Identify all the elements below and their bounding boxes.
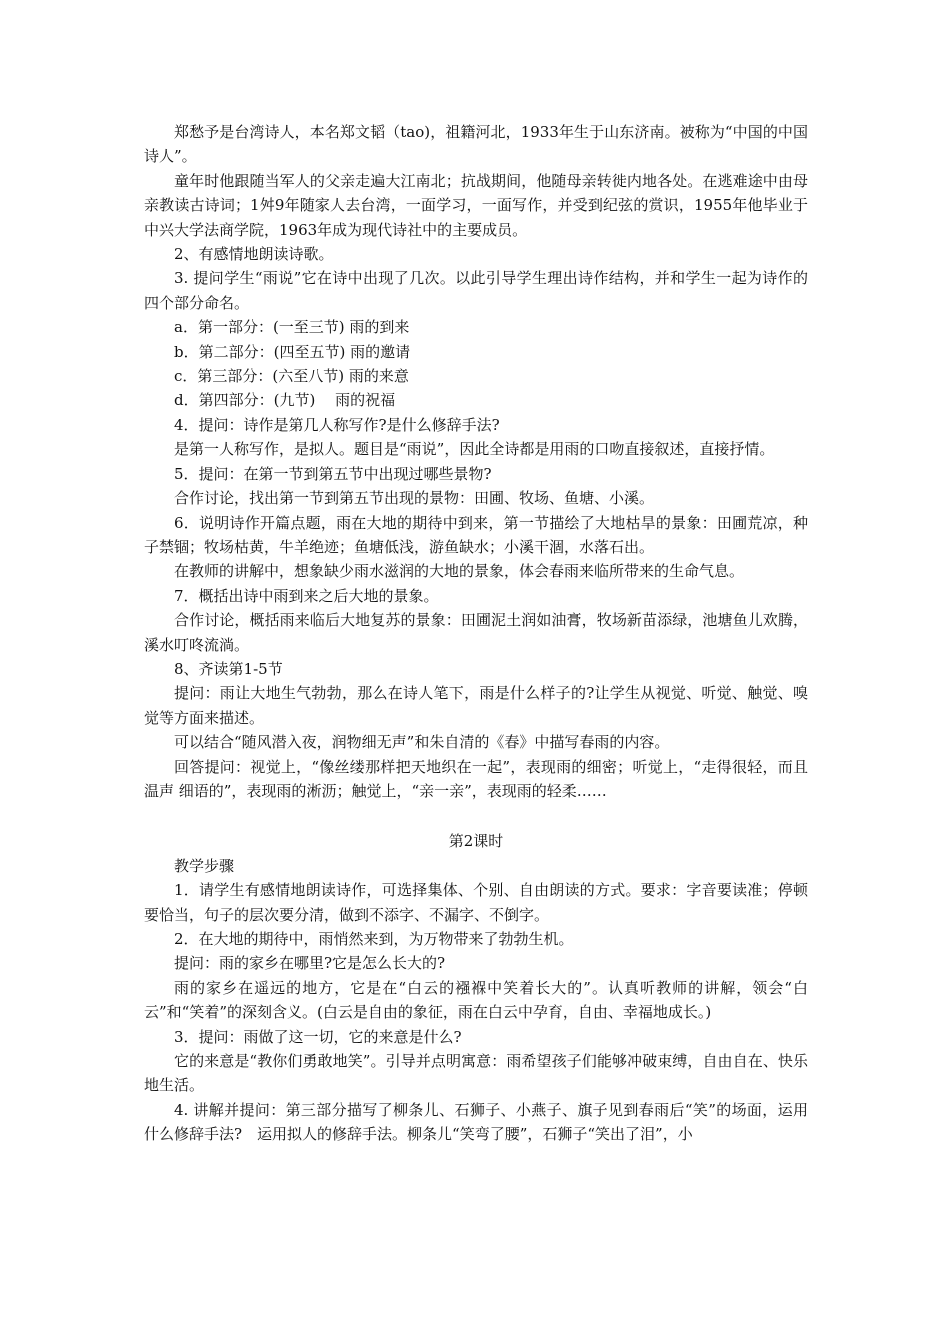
list-item: b．第二部分：(四至五节) 雨的邀请 [174, 342, 411, 361]
paragraph: 8、齐读第1-5节 [174, 659, 283, 678]
paragraph: 3. 提问学生“雨说”它在诗中出现了几次。以此引导学生理出诗作结构，并和学生一起为诗作的四个部分命名。 [144, 269, 808, 312]
paragraph: 2、有感情地朗读诗歌。 [174, 245, 334, 264]
paragraph: 提问：雨让大地生气勃勃，那么在诗人笔下，雨是什么样子的?让学生从视觉、听觉、触觉、嗅觉等方面来描述。 [144, 684, 808, 727]
paragraph: 它的来意是“教你们勇敢地笑”。引导并点明寓意：雨希望孩子们能够冲破束缚，自由自在、快乐地生活。 [144, 1052, 808, 1095]
paragraph: 是第一人称写作，是拟人。题目是“雨说”，因此全诗都是用雨的口吻直接叙述，直接抒情。 [174, 440, 775, 459]
list-item: c．第三部分：(六至八节) 雨的来意 [174, 367, 409, 386]
paragraph: 教学步骤 [174, 856, 235, 875]
paragraph: 在教师的讲解中，想象缺少雨水滋润的大地的景象，体会春雨来临所带来的生命气息。 [174, 562, 745, 581]
section-heading: 第2课时 [448, 832, 504, 851]
paragraph: 雨的家乡在遥远的地方，它是在“白云的襁褓中笑着长大的”。认真听教师的讲解，领会“白云”和“笑着”的深刻含义。(白云是自由的象征，雨在白云中孕育，自由、幸福地成长。) [144, 978, 808, 1022]
paragraph: 6．说明诗作开篇点题，雨在大地的期待中到来，第一节描绘了大地枯旱的景象：田圃荒凉，种子禁锢；牧场枯黄，牛羊绝迹；鱼塘低浅，游鱼缺水；小溪干涸，水落石出。 [144, 513, 808, 556]
paragraph: 合作讨论，找出第一节到第五节出现的景物：田圃、牧场、鱼塘、小溪。 [174, 489, 655, 508]
paragraph: 4．提问：诗作是第几人称写作?是什么修辞手法? [174, 415, 500, 434]
paragraph: 童年时他跟随当军人的父亲走遍大江南北；抗战期间，他随母亲转徙内地各处。在逃难途中由母亲教读古诗词；1舛9年随家人去台湾，一面学习，一面写作，并受到纪弦的赏识，1955年他毕业于中兴大学法商学院，1963年成为现代诗社中的主要成员。 [144, 171, 808, 239]
paragraph: 2．在大地的期待中，雨悄然来到，为万物带来了勃勃生机。 [174, 930, 574, 948]
paragraph: 1．请学生有感情地朗读诗作，可选择集体、个别、自由朗读的方式。要求：字音要读准；停顿要恰当，句子的层次要分清，做到不添字、不漏字、不倒字。 [144, 881, 808, 924]
paragraph: 郑愁予是台湾诗人，本名郑文韬（tao)，祖籍河北，1933年生于山东济南。被称为“中国的中国诗人”。 [144, 123, 808, 166]
list-item: a．第一部分：(一至三节) 雨的到来 [174, 318, 410, 337]
paragraph: 4. 讲解并提问：第三部分描写了柳条儿、石狮子、小燕子、旗子见到春雨后“笑”的场面，运用什么修辞手法? 运用拟人的修辞手法。柳条儿“笑弯了腰”，石狮子“笑出了泪”，小 [144, 1100, 808, 1144]
paragraph: 提问：雨的家乡在哪里?它是怎么长大的? [174, 954, 446, 973]
paragraph: 合作讨论，概括雨来临后大地复苏的景象：田圃泥土润如油膏，牧场新苗添绿，池塘鱼儿欢腾，溪水叮咚流淌。 [144, 611, 808, 654]
paragraph: 可以结合“随风潜入夜，润物细无声”和朱自清的《春》中描写春雨的内容。 [174, 733, 670, 752]
list-item: d．第四部分：(九节) 雨的祝福 [174, 391, 396, 410]
paragraph: 回答提问：视觉上，“像丝缕那样把天地织在一起”，表现雨的细密；听觉上，“走得很轻，而且温声 细语的”，表现雨的淅沥；触觉上，“亲一亲”，表现雨的轻柔…… [144, 757, 808, 800]
document-page [144, 120, 808, 1147]
paragraph: 3．提问：雨做了这一切，它的来意是什么? [174, 1027, 462, 1046]
paragraph: 5．提问：在第一节到第五节中出现过哪些景物? [174, 464, 492, 483]
paragraph: 7．概括出诗中雨到来之后大地的景象。 [174, 586, 439, 605]
